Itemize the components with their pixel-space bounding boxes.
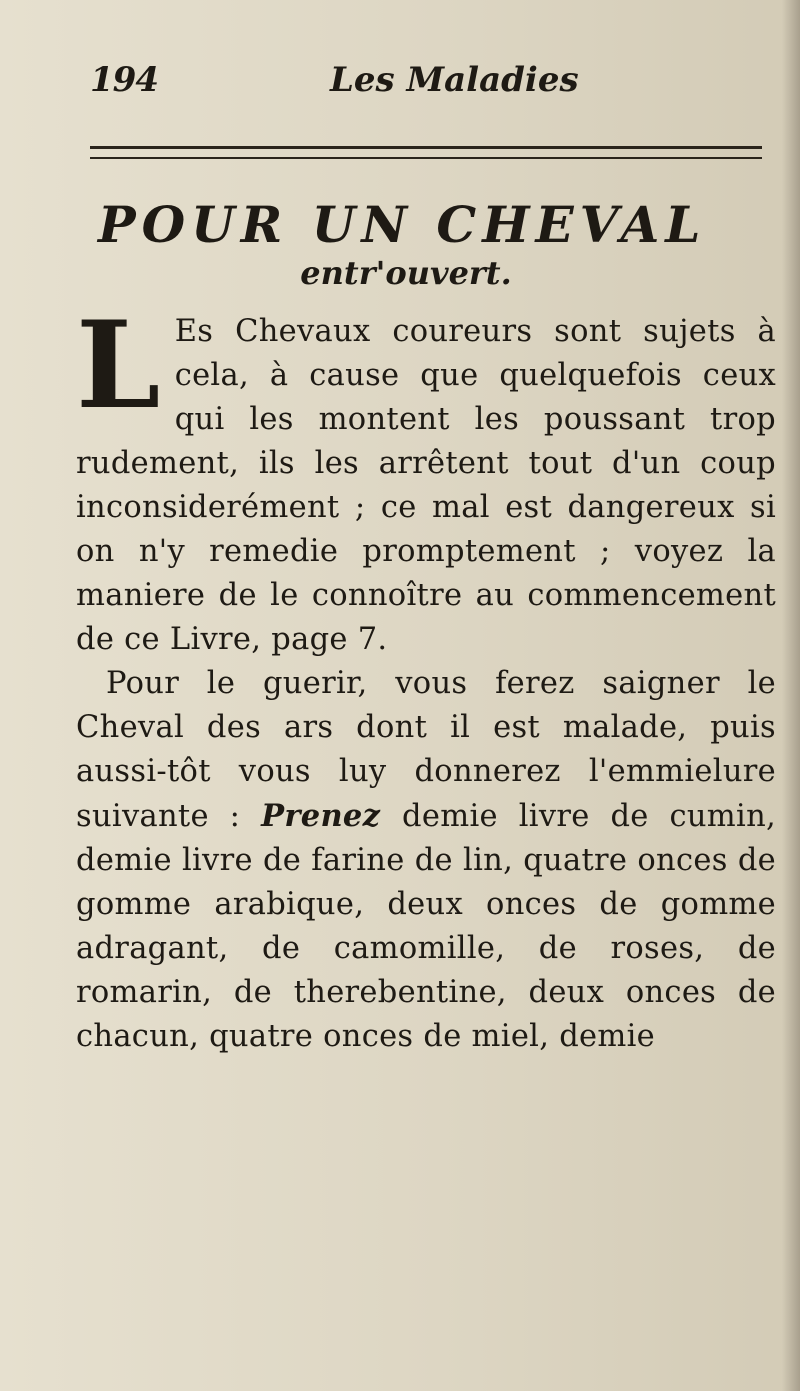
page-number: 194 [90,60,158,100]
page-spine-shadow [782,0,800,1391]
paragraph-2-text-end: demie livre de cumin, demie livre de farine de lin, quatre onces de gomme arabique, deux onces de gomme adragant, de camomille, de roses, de romarin, de therebentine, deux onces de chacun, quatre onces de miel, demie [76,799,777,1054]
body-text [76,295,777,1059]
drop-cap: L [76,295,161,436]
paragraph-2-italic-word: Prenez [261,798,403,834]
paragraph-1 [76,295,776,662]
paragraph-2 [76,662,776,1059]
header-rule [90,146,762,159]
paragraph-1-text: Es Chevaux coureurs sont sujets à cela, à cause que quelquefois ceux qui les montent les poussant trop rudement, ils les arrêtent tout d'un coup inconsiderément ; ce mal est dangereux si on n'y remedie promptement ; voyez la maniere de le connoître au commencement de ce Livre, page 7. [76,314,776,657]
section-subtitle: entr'ouvert. [300,254,512,292]
running-title: Les Maladies [330,60,579,100]
page-header [90,60,762,110]
section-title: POUR UN CHEVAL [98,195,707,254]
paragraph-2-text-start: Pour le guerir, vous ferez saigner le Cheval des ars dont il est malade, puis aussi-tôt vous luy donnerez l'emmielure suivante : [76,666,776,834]
